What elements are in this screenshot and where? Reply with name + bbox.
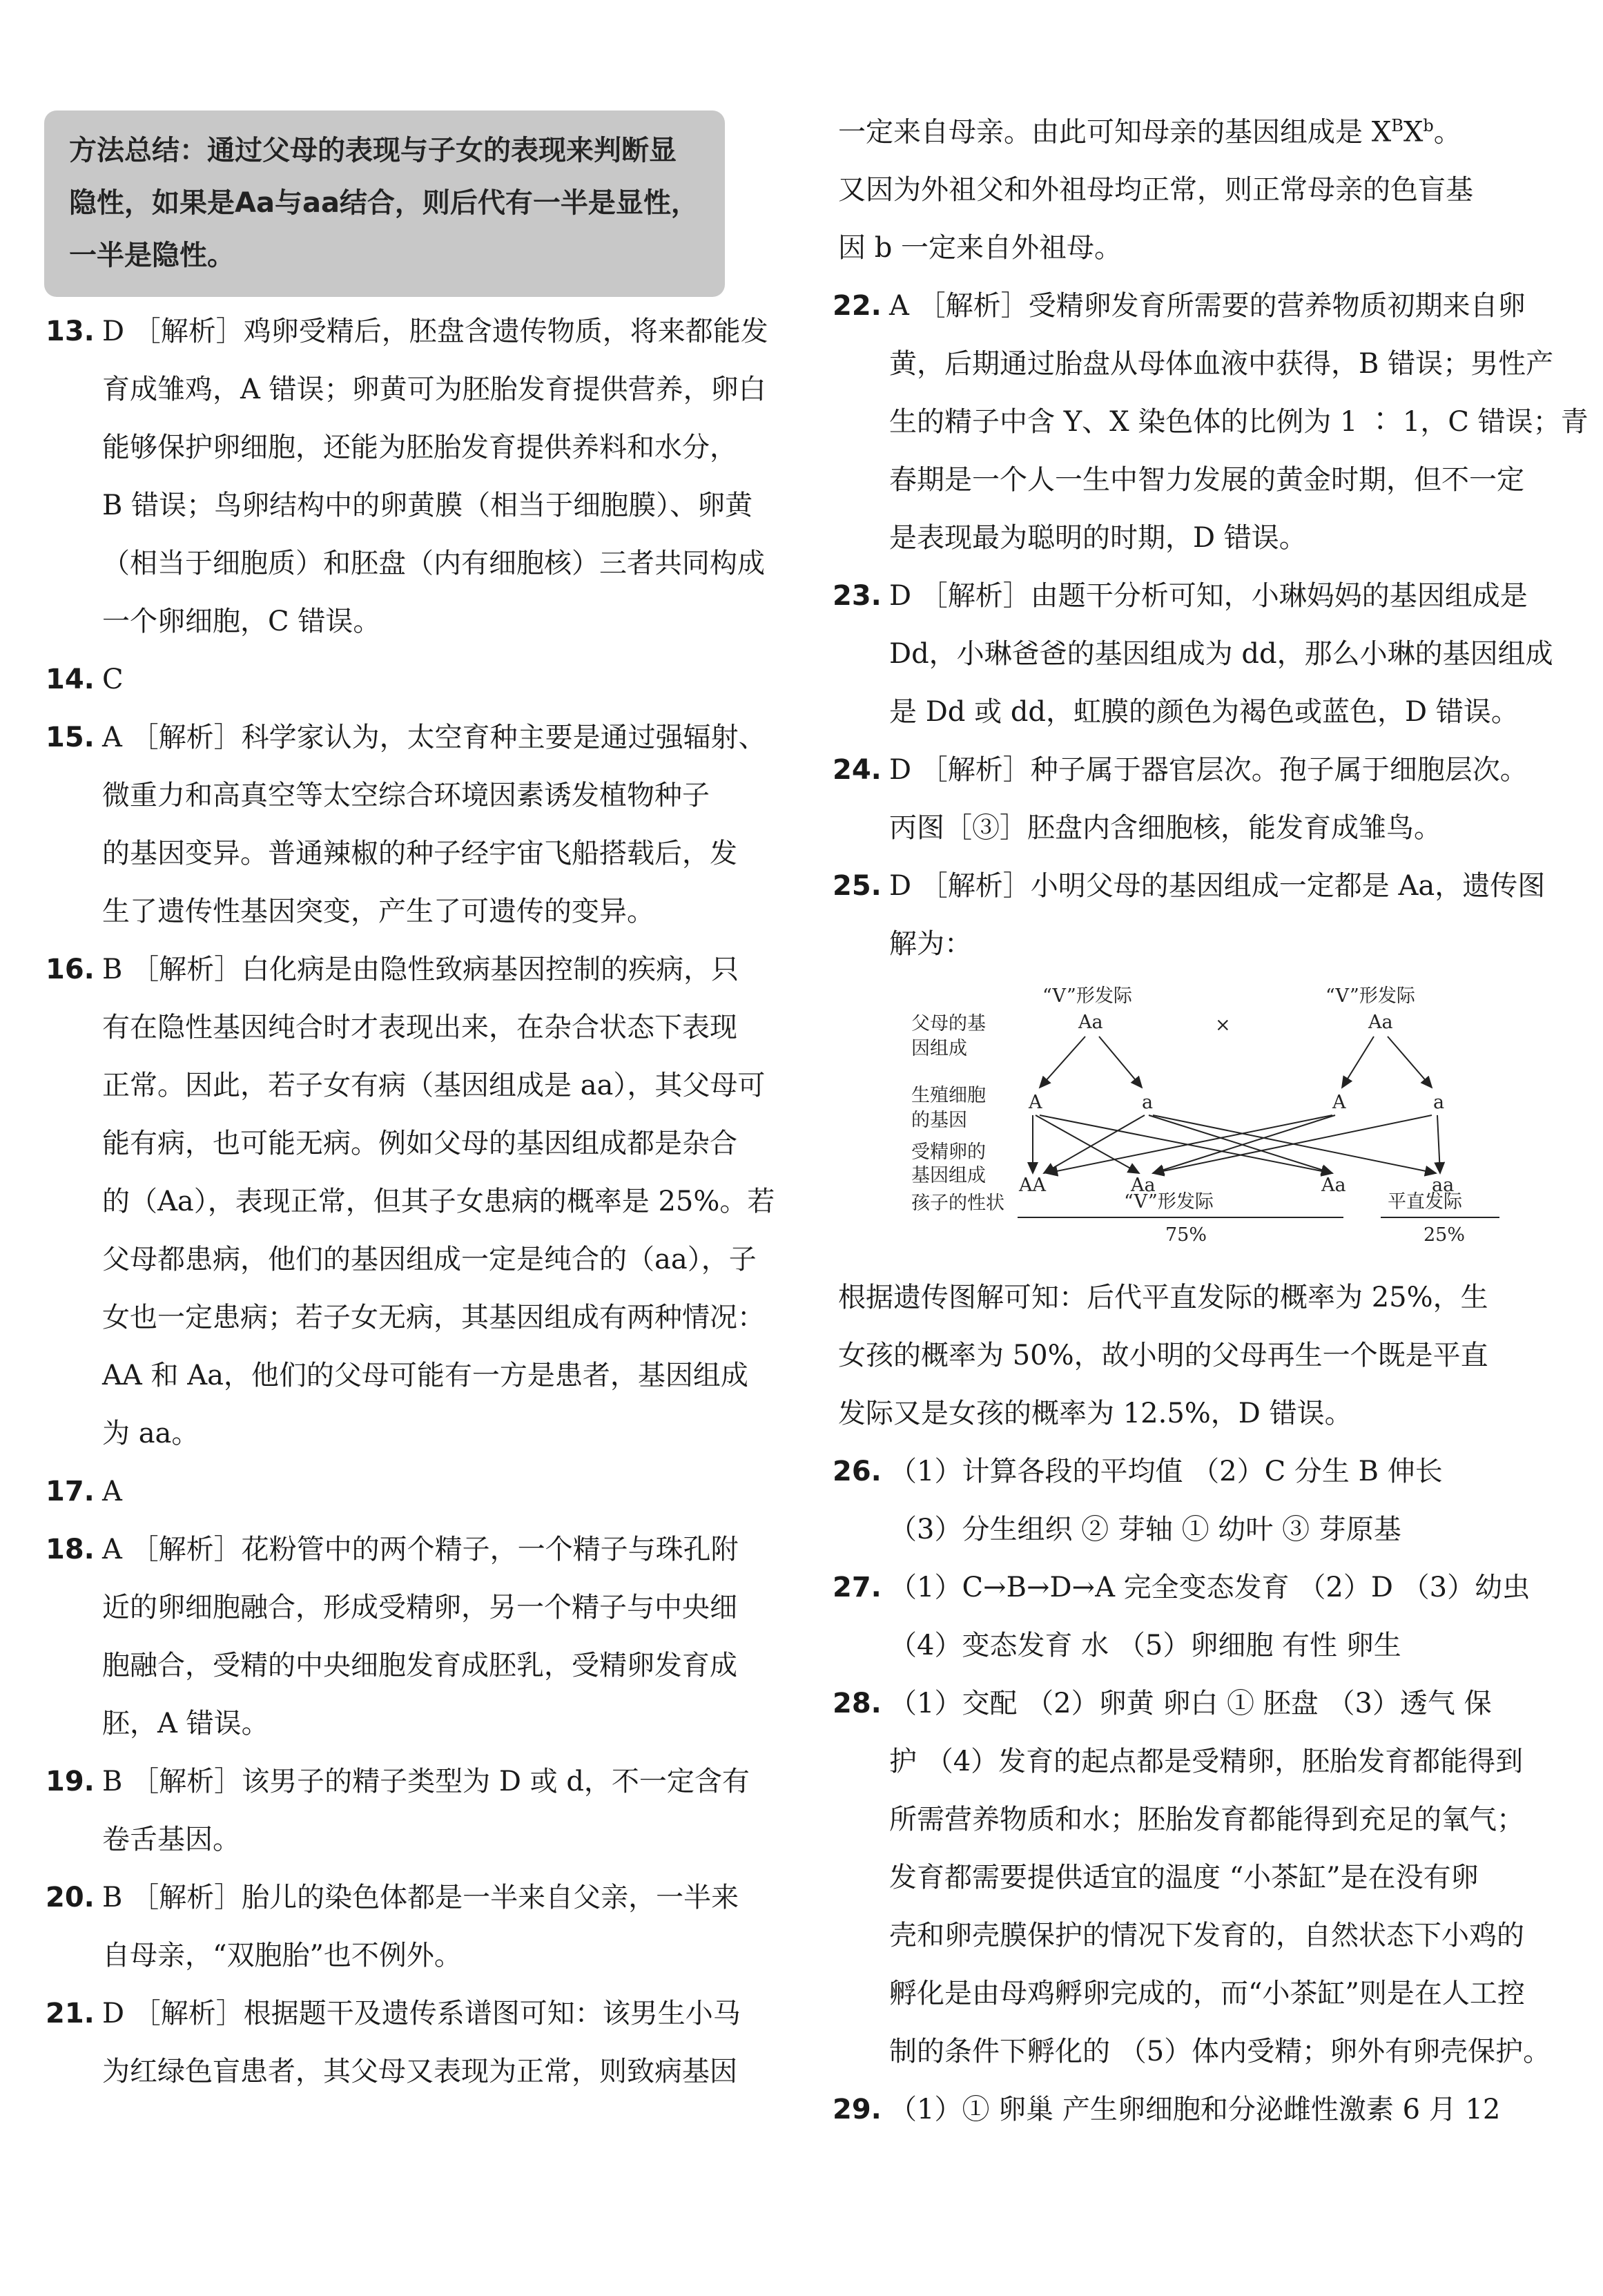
offspring-genotype: AA [1019, 1175, 1046, 1197]
answer-line: （1）C→B→D→A 完全变态发育 （2）D （3）幼虫 [889, 1572, 1531, 1604]
question-number: 16. [46, 954, 95, 985]
question-number: 29. [833, 2094, 882, 2126]
answer-item [823, 567, 1553, 741]
answer-line: 女孩的概率为 50%，故小明的父母再生一个既是平直 [838, 1340, 1488, 1372]
answer-line: D ［解析］种子属于器官层次。孢子属于细胞层次。 [889, 754, 1528, 787]
answer-item [823, 277, 1589, 567]
answer-line: 根据遗传图解可知：后代平直发际的概率为 25%，生 [838, 1282, 1488, 1314]
method-summary-box [44, 110, 725, 297]
summary-line: 隐性，如果是Aa与aa结合，则后代有一半是显性， [69, 187, 699, 219]
offspring-genotype: Aa [1131, 1175, 1156, 1197]
answer-line: 能够保护卵细胞，还能为胚胎发育提供养料和水分， [102, 432, 737, 463]
cross-symbol: × [1215, 1014, 1231, 1036]
trait-percentage: 75% [1165, 1224, 1207, 1246]
answer-item [36, 1985, 761, 2101]
answer-25-continued [823, 1268, 1541, 1443]
answer-line: 发际又是女孩的概率为 12.5%，D 错误。 [838, 1398, 1352, 1430]
row-label: 父母的基 [911, 1013, 986, 1035]
row-label: 受精卵的 [911, 1141, 986, 1164]
row-label: 基因组成 [911, 1165, 986, 1187]
answer-line: 卷舌基因。 [102, 1824, 240, 1855]
parent-trait-label: “V”形发际 [1042, 985, 1132, 1007]
answer-line: 的基因变异。普通辣椒的种子经宇宙飞船搭载后，发 [102, 838, 737, 869]
answer-line: B ［解析］该男子的精子类型为 D 或 d，不一定含有 [102, 1766, 750, 1797]
answer-line: 制的条件下孵化的 （5）体内受精；卵外有卵壳保护。 [889, 2036, 1551, 2068]
answer-item [36, 1753, 761, 1869]
offspring-genotype: aa [1432, 1175, 1455, 1197]
answer-item [823, 1559, 1541, 1675]
answer-line: 孵化是由母鸡孵卵完成的，而“小茶缸”则是在人工控 [889, 1978, 1525, 2010]
row-label: 孩子的性状 [911, 1193, 1004, 1215]
summary-line: 一半是隐性。 [69, 240, 235, 271]
right-answer-list-b [823, 1443, 1551, 2139]
answer-line: 父母都患病，他们的基因组成一定是纯合的（aa），子 [102, 1244, 757, 1275]
answer-line: （1）交配 （2）卵黄 卵白 ① 胚盘 （3）透气 保 [889, 1688, 1492, 1720]
answer-line: 为红绿色盲患者，其父母又表现为正常，则致病基因 [102, 2056, 737, 2087]
genetic-cross-svg [904, 980, 1526, 1256]
answer-text: 一定来自母亲。由此可知母亲的基因组成是 X [838, 116, 1392, 148]
gamete-allele: a [1433, 1092, 1445, 1114]
answer-item [823, 1443, 1541, 1559]
answer-line: 所需营养物质和水；胚胎发育都能得到充足的氧气； [889, 1804, 1524, 1836]
answer-line: 的（Aa），表现正常，但其子女患病的概率是 25%。若 [102, 1186, 775, 1217]
question-number: 20. [46, 1882, 95, 1913]
question-number: 19. [46, 1766, 95, 1797]
question-number: 13. [46, 316, 95, 347]
offspring-trait: 平直发际 [1388, 1191, 1462, 1213]
answer-line: 壳和卵壳膜保护的情况下发育的，自然状态下小鸡的 [889, 1920, 1524, 1952]
answer-line: 近的卵细胞融合，形成受精卵，另一个精子与中央细 [102, 1592, 737, 1623]
gamete-allele: A [1029, 1092, 1042, 1114]
answer-line: 有在隐性基因纯合时才表现出来，在杂合状态下表现 [102, 1012, 737, 1043]
answer-line: C [102, 664, 124, 695]
question-number: 23. [833, 580, 882, 612]
answer-line: Dd，小琳爸爸的基因组成为 dd，那么小琳的基因组成 [889, 638, 1553, 671]
answer-line: 解为： [889, 928, 972, 961]
allele-superscript: b [1423, 116, 1434, 135]
answer-item [36, 650, 761, 708]
answer-item [36, 708, 766, 940]
question-number: 27. [833, 1572, 882, 1604]
answer-21-continued [823, 97, 1541, 277]
offspring-trait: “V”形发际 [1124, 1191, 1214, 1213]
answer-text: 。 [1433, 116, 1461, 148]
question-number: 18. [46, 1534, 95, 1565]
left-column [36, 104, 775, 2101]
summary-line: 方法总结：通过父母的表现与子女的表现来判断显 [69, 135, 677, 166]
trait-percentage: 25% [1424, 1224, 1466, 1246]
answer-line: 女也一定患病；若子女无病，其基因组成有两种情况： [102, 1302, 765, 1333]
question-number: 17. [46, 1476, 95, 1507]
answer-line: 自母亲，“双胞胎”也不例外。 [102, 1940, 462, 1971]
answer-line: A ［解析］受精卵发育所需要的营养物质初期来自卵 [889, 290, 1526, 322]
parent-trait-label: “V”形发际 [1325, 985, 1415, 1007]
row-label: 生殖细胞 [911, 1085, 986, 1107]
answer-line: 一个卵细胞，C 错误。 [102, 606, 381, 637]
row-label: 的基因 [911, 1110, 967, 1132]
parent-genotype: Aa [1368, 1012, 1393, 1034]
answer-line: 胞融合，受精的中央细胞发育成胚乳，受精卵发育成 [102, 1650, 737, 1681]
genetic-cross-diagram [904, 980, 1526, 1256]
answer-line: AA 和 Aa，他们的父母可能有一方是患者，基因组成 [102, 1360, 748, 1391]
question-number: 28. [833, 1688, 882, 1720]
answer-item [823, 1675, 1551, 2081]
answer-line: 为 aa。 [102, 1418, 200, 1449]
answer-line: D ［解析］由题干分析可知，小琳妈妈的基因组成是 [889, 580, 1528, 612]
answer-line: D ［解析］根据题干及遗传系谱图可知：该男生小马 [102, 1998, 741, 2029]
answer-line: 育成雏鸡，A 错误；卵黄可为胚胎发育提供营养，卵白 [102, 374, 766, 405]
answer-line: B ［解析］胎儿的染色体都是一半来自父亲，一半来 [102, 1882, 739, 1913]
left-answer-list [36, 302, 775, 2101]
answer-line: 生的精子中含 Y、X 染色体的比例为 1 ∶ 1，C 错误；青 [889, 406, 1589, 438]
answer-line: A ［解析］科学家认为，太空育种主要是通过强辐射、 [102, 722, 766, 753]
answer-line: （1）① 卵巢 产生卵细胞和分泌雌性激素 6 月 12 [889, 2094, 1501, 2126]
answer-line: 春期是一个人一生中智力发展的黄金时期，但不一定 [889, 464, 1524, 496]
answer-line [838, 97, 1541, 161]
answer-line: B ［解析］白化病是由隐性致病基因控制的疾病，只 [102, 954, 739, 985]
parent-genotype: Aa [1078, 1012, 1103, 1034]
question-number: 14. [46, 664, 95, 695]
question-number: 24. [833, 754, 882, 787]
answer-line: （1）计算各段的平均值 （2）C 分生 B 伸长 [889, 1456, 1443, 1488]
offspring-genotype: Aa [1321, 1175, 1346, 1197]
answer-line: D ［解析］小明父母的基因组成一定都是 Aa，遗传图 [889, 870, 1546, 903]
answer-item [36, 940, 775, 1463]
question-number: 25. [833, 870, 882, 903]
answer-line: 是 Dd 或 dd，虹膜的颜色为褐色或蓝色，D 错误。 [889, 696, 1519, 729]
answer-item [36, 302, 768, 650]
answer-item [823, 741, 1541, 857]
answer-line: 发育都需要提供适宜的温度 “小茶缸”是在没有卵 [889, 1862, 1479, 1894]
answer-line: D ［解析］鸡卵受精后，胚盘含遗传物质，将来都能发 [102, 316, 768, 347]
question-number: 22. [833, 290, 882, 322]
answer-item [36, 1463, 761, 1521]
answer-line: 护 （4）发育的起点都是受精卵，胚胎发育都能得到 [889, 1746, 1524, 1778]
gamete-allele: a [1142, 1092, 1154, 1114]
row-label: 因组成 [911, 1038, 967, 1060]
answer-item [36, 1521, 761, 1753]
allele-superscript: B [1391, 116, 1403, 135]
chromosome-symbol: X [1403, 116, 1424, 148]
answer-line: A [102, 1476, 122, 1507]
answer-line: 又因为外祖父和外祖母均正常，则正常母亲的色盲基 [838, 174, 1473, 206]
answer-line: 是表现最为聪明的时期，D 错误。 [889, 522, 1307, 554]
answer-line: （4）变态发育 水 （5）卵细胞 有性 卵生 [889, 1630, 1401, 1662]
answer-line: （相当于细胞质）和胚盘（内有细胞核）三者共同构成 [102, 548, 765, 579]
right-answer-list-a [823, 277, 1589, 973]
answer-item [36, 1869, 761, 1985]
answer-line: A ［解析］花粉管中的两个精子，一个精子与珠孔附 [102, 1534, 739, 1565]
answer-line: 胚，A 错误。 [102, 1708, 269, 1739]
answer-line: 黄，后期通过胎盘从母体血液中获得，B 错误；男性产 [889, 348, 1554, 380]
answer-item [823, 2081, 1541, 2139]
gamete-allele: A [1332, 1092, 1346, 1114]
answer-line: 丙图［③］胚盘内含细胞核，能发育成雏鸟。 [889, 812, 1441, 845]
right-column [823, 97, 1589, 2139]
answer-line: 因 b 一定来自外祖母。 [838, 232, 1123, 264]
answer-line: 能有病，也可能无病。例如父母的基因组成都是杂合 [102, 1128, 737, 1159]
question-number: 15. [46, 722, 95, 753]
answer-line: （3）分生组织 ② 芽轴 ① 幼叶 ③ 芽原基 [889, 1514, 1401, 1546]
question-number: 21. [46, 1998, 95, 2029]
answer-line: 生了遗传性基因突变，产生了可遗传的变异。 [102, 896, 654, 927]
answer-line: 正常。因此，若子女有病（基因组成是 aa），其父母可 [102, 1070, 766, 1101]
answer-item [823, 857, 1546, 973]
answer-line: B 错误；鸟卵结构中的卵黄膜（相当于细胞膜）、卵黄 [102, 490, 753, 521]
question-number: 26. [833, 1456, 882, 1488]
answer-line: 微重力和高真空等太空综合环境因素诱发植物种子 [102, 780, 710, 811]
